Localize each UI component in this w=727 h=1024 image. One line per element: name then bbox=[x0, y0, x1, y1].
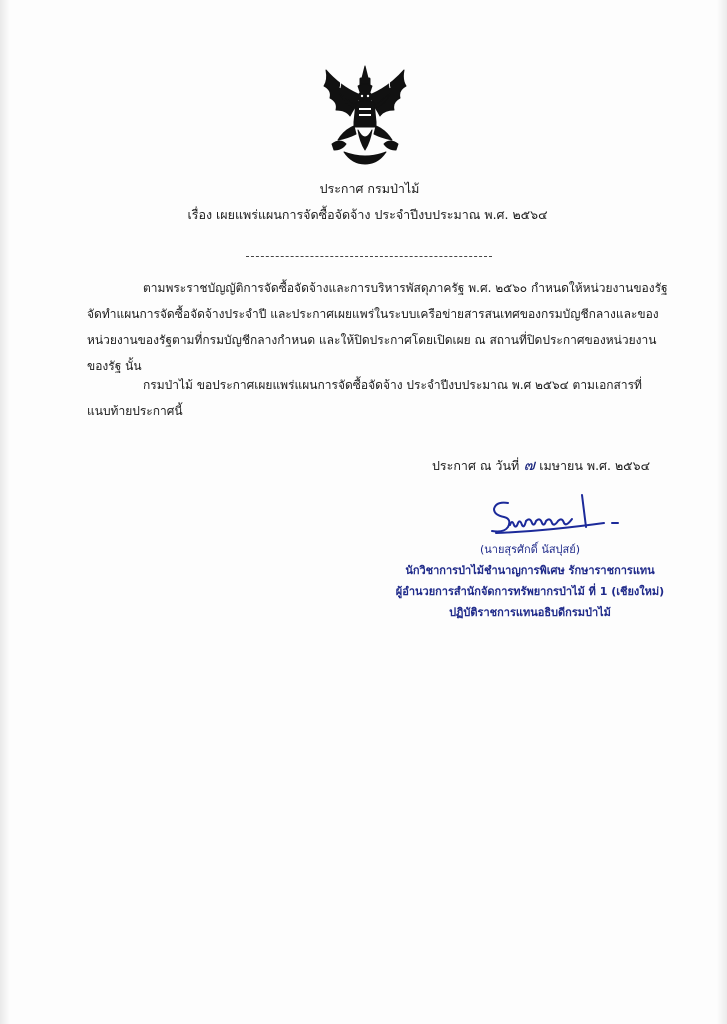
scan-shadow-left bbox=[0, 0, 10, 1024]
paragraph-line: ตามพระราชบัญญัติการจัดซื้อจัดจ้างและการบริหารพัสดุภาครัฐ พ.ศ. ๒๕๖๐ กำหนดให้หน่วยงานของรัฐ bbox=[143, 281, 668, 295]
paragraph-line: หน่วยงานของรัฐตามที่กรมบัญชีกลางกำหนด และให้ปิดประกาศโดยเปิดเผย ณ สถานที่ปิดประกาศของหน่วยงาน bbox=[87, 333, 657, 347]
garuda-emblem-icon bbox=[318, 64, 412, 166]
body-paragraph-2 bbox=[87, 372, 647, 424]
paragraph-line: กรมป่าไม้ ขอประกาศเผยแพร่แผนการจัดซื้อจัดจ้าง ประจำปีงบประมาณ พ.ศ ๒๕๖๔ ตามเอกสารที่ bbox=[143, 378, 642, 392]
date-day-handwritten: ๗ bbox=[523, 456, 535, 474]
paragraph-line: แนบท้ายประกาศนี้ bbox=[87, 404, 183, 418]
date-prefix: ประกาศ ณ วันที่ bbox=[432, 458, 520, 473]
date-suffix: เมษายน พ.ศ. ๒๕๖๔ bbox=[539, 458, 651, 473]
signatory-block bbox=[380, 539, 680, 623]
dashed-divider bbox=[246, 256, 492, 257]
announcement-title: ประกาศ กรมป่าไม้ bbox=[319, 181, 420, 196]
signatory-position-2: ผู้อำนวยการสำนักจัดการทรัพยากรป่าไม้ ที่ 1 (เชียงใหม่) bbox=[395, 585, 665, 598]
signatory-position-3: ปฏิบัติราชการแทนอธิบดีกรมป่าไม้ bbox=[449, 606, 611, 619]
announcement-date bbox=[432, 456, 650, 475]
handwritten-signature bbox=[486, 491, 626, 541]
body-paragraph-1 bbox=[87, 275, 668, 379]
paragraph-line: จัดทำแผนการจัดซื้อจัดจ้างประจำปี และประกาศเผยแพร่ในระบบเครือข่ายสารสนเทศของกรมบัญชีกลางและของ bbox=[87, 307, 659, 321]
signatory-position-1: นักวิชาการป่าไม้ชำนาญการพิเศษ รักษาราชการแทน bbox=[405, 564, 655, 577]
signatory-name: (นายสุรศักดิ์ นัสปุสย์) bbox=[479, 543, 580, 556]
scan-shadow-right bbox=[717, 0, 727, 1024]
paragraph-line: ของรัฐ นั้น bbox=[87, 359, 142, 373]
announcement-subject: เรื่อง เผยแพร่แผนการจัดซื้อจัดจ้าง ประจำปีงบประมาณ พ.ศ. ๒๕๖๔ bbox=[187, 207, 548, 222]
